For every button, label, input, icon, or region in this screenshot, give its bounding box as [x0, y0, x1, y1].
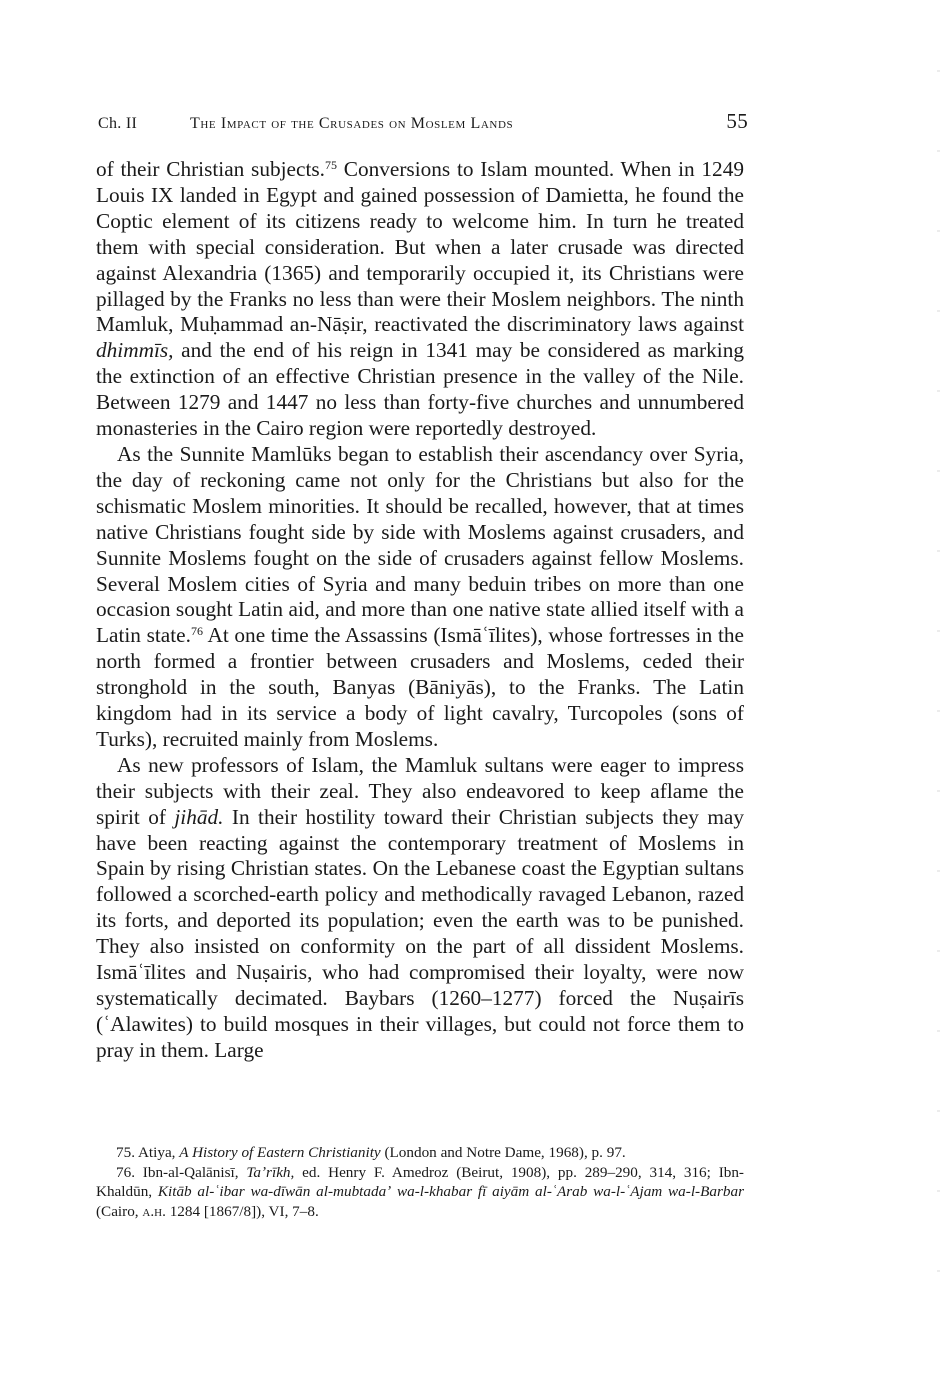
- italic-text: A History of Eastern Christianity: [179, 1144, 381, 1161]
- text-run: In their hostility toward their Christian subjects they may have been reacting against the contemporary treatment of Moslems in Spain by rising Christian states. On the Lebanese coast the Egyptian sultans followed a scorched-earth policy and methodically ravaged Lebanon, razed its forts, and deported its population; even the earth was to be punished. They also insisted on conformity on the part of all dissident Moslems. Ismāʿīlites and Nuṣairis, who had compromised their loyalty, were now systematically decimated. Baybars (1260–1277) forced the Nuṣairīs (ʿAlawites) to build mosques in their villages, but could not force them to pray in them. Large: [96, 804, 744, 1062]
- chapter-label: Ch. II: [98, 115, 138, 132]
- footnote-ref: 76: [190, 624, 203, 639]
- running-title: The Impact of the Crusades on Moslem Lands: [190, 115, 514, 132]
- text-run: and the end of his reign in 1341 may be considered as marking the extinction of an effective Christian presence in the valley of the Nile. Between 1279 and 1447 no less than forty-five churches and unnumbered monasteries in the Cairo region were reportedly destroyed.: [96, 338, 744, 441]
- paragraph: [96, 753, 744, 1064]
- paragraph: [96, 157, 744, 442]
- scan-edge-artifact: [937, 30, 940, 1330]
- page-number: 55: [726, 109, 748, 133]
- text-run: (Cairo,: [96, 1202, 143, 1220]
- running-head: [98, 109, 748, 139]
- text-run: 75. Atiya,: [116, 1144, 180, 1161]
- italic-text: dhimmīs,: [96, 338, 174, 363]
- text-run: At one time the Assassins (Ismāʿīlites), whose fortresses in the north formed a frontier between crusaders and Moslems, ceded their stronghold in the south, Banyas (Bāniyās), to the Franks. The Latin kingdom had in its service a body of light cavalry, Turcopoles (sons of Turks), recruited mainly from Moslems.: [96, 623, 744, 751]
- italic-text: Taʼrīkh,: [246, 1163, 295, 1181]
- small-caps-text: a.h.: [142, 1202, 166, 1220]
- text-run: (London and Notre Dame, 1968), p. 97.: [380, 1144, 626, 1161]
- text-run: 1284 [1867/8]), VI, 7–8.: [165, 1202, 319, 1220]
- footnotes: [96, 1143, 744, 1221]
- text-run: of their Christian subjects.: [96, 157, 325, 181]
- body-text: [96, 157, 744, 1064]
- paragraph: [96, 442, 744, 753]
- text-run: Conversions to Islam mounted. When in 1249 Louis IX landed in Egypt and gained possession of Damietta, he found the Coptic element of its citizens ready to welcome him. In turn he treated them with special consideration. But when a later crusade was directed against Alexandria (1365) and temporarily occupied it, its Christians were pillaged by the Franks no less than were their Moslem neighbors. The ninth Mamluk, Muḥammad an-Nāṣir, reactivated the discriminatory laws against: [96, 157, 744, 337]
- footnote-75: [96, 1143, 744, 1163]
- text-run: As new professors of Islam, the Mamluk sultans were eager to impress their subjects with their zeal. They also endeavored to keep aflame the spirit of: [96, 752, 744, 829]
- text-run: As the Sunnite Mamlūks began to establish their ascendancy over Syria, the day of reckoning came not only for the Christians but also for the schismatic Moslem minorities. It should be recalled, however, that at times native Christians fought side by side with Moslems against crusaders, and Sunnite Moslems fought on the side of crusaders against fellow Moslems. Several Moslem cities of Syria and many beduin tribes on more than one occasion sought Latin aid, and more than one native state allied itself with a Latin state.: [96, 441, 744, 648]
- text-run: ed. Henry F. Amedroz (Beirut, 1908), pp. 289–290, 314, 316; Ibn-Khaldūn,: [96, 1163, 744, 1200]
- italic-text: Kitāb al-ʿibar wa-dīwān al-mubtadaʼ wa-l-khabar fī aiyām al-ʿArab wa-l-ʿAjam wa-l-Barbar: [157, 1183, 744, 1200]
- footnote-76: [96, 1163, 744, 1222]
- text-run: 76. Ibn-al-Qalānisī,: [116, 1163, 247, 1181]
- italic-text: jihād.: [174, 804, 224, 829]
- footnote-ref: 75: [325, 158, 337, 172]
